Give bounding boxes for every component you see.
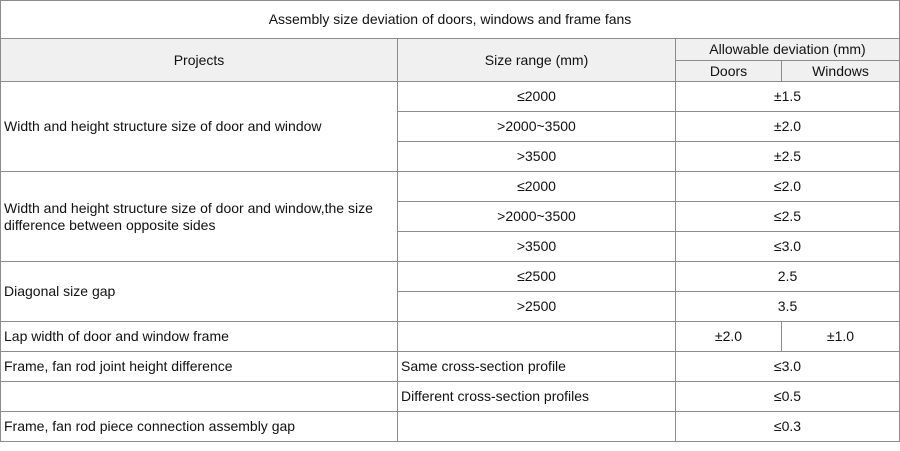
table-row [1,352,900,382]
project-cell: Diagonal size gap [1,262,398,322]
deviation-cell: ≤0.3 [676,412,900,442]
table-row [1,382,900,412]
size-range-cell [398,322,676,352]
deviation-cell: ≤3.0 [676,232,900,262]
size-range-cell: >3500 [398,232,676,262]
header-size-range: Size range (mm) [398,39,676,82]
deviation-cell: ±1.5 [676,82,900,112]
deviation-cell: ≤0.5 [676,382,900,412]
header-projects: Projects [1,39,398,82]
project-cell: Width and height structure size of door and window [1,82,398,172]
deviation-cell: ±2.5 [676,142,900,172]
deviation-cell: 3.5 [676,292,900,322]
size-range-cell: >3500 [398,142,676,172]
doors-deviation-cell: ±2.0 [676,322,782,352]
header-allowable-deviation: Allowable deviation (mm) [676,39,900,61]
project-cell: Frame, fan rod joint height difference [1,352,398,382]
size-range-cell: >2000~3500 [398,202,676,232]
size-range-cell: ≤2000 [398,82,676,112]
table-title: Assembly size deviation of doors, windows and frame fans [1,1,900,39]
table-row [1,172,900,202]
project-cell [1,382,398,412]
project-cell: Lap width of door and window frame [1,322,398,352]
deviation-cell: ≤2.0 [676,172,900,202]
project-cell: Width and height structure size of door and window,the size difference between opposite sides [1,172,398,262]
header-windows: Windows [782,61,900,82]
table-row [1,262,900,292]
deviation-cell: ≤2.5 [676,202,900,232]
header-doors: Doors [676,61,782,82]
table-row [1,82,900,112]
size-range-cell: >2000~3500 [398,112,676,142]
size-range-cell [398,412,676,442]
windows-deviation-cell: ±1.0 [782,322,900,352]
size-range-cell: >2500 [398,292,676,322]
table-row [1,412,900,442]
project-cell: Frame, fan rod piece connection assembly gap [1,412,398,442]
size-range-cell: ≤2500 [398,262,676,292]
deviation-cell: 2.5 [676,262,900,292]
table-row [1,322,900,352]
deviation-cell: ±2.0 [676,112,900,142]
deviation-cell: ≤3.0 [676,352,900,382]
size-range-cell: ≤2000 [398,172,676,202]
size-range-cell: Different cross-section profiles [398,382,676,412]
size-range-cell: Same cross-section profile [398,352,676,382]
